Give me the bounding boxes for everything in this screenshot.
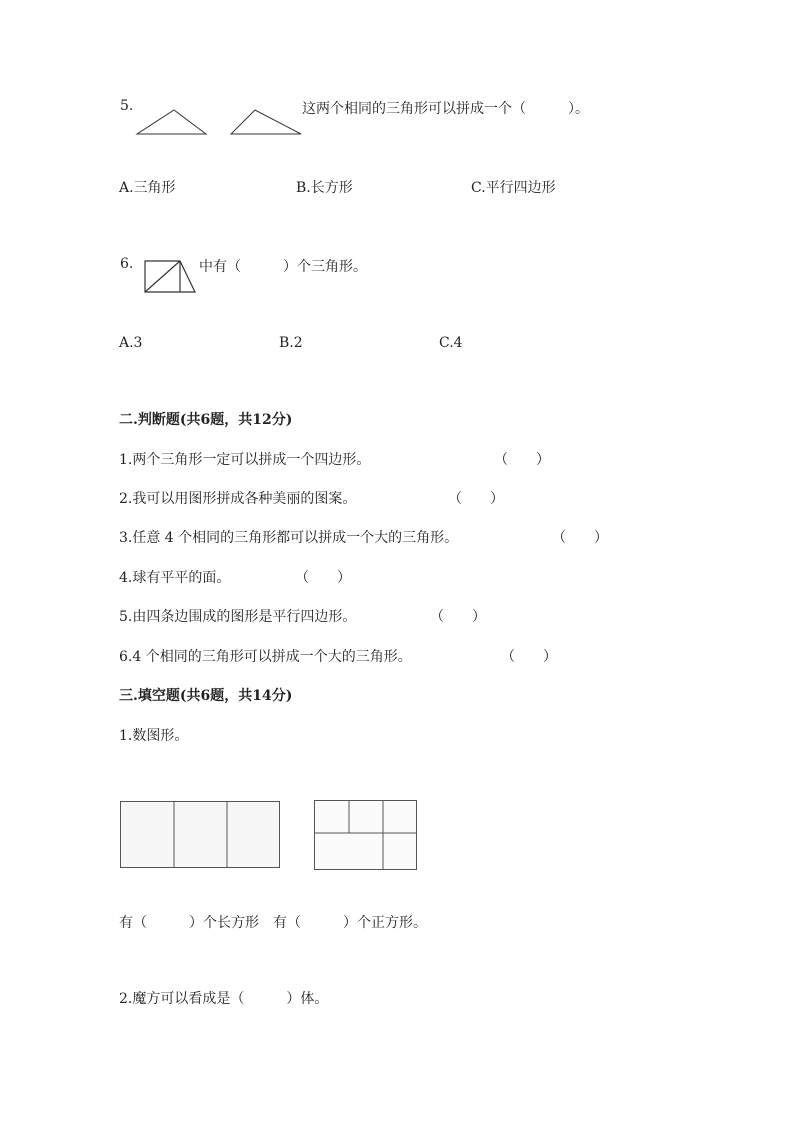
section3-heading: 三.填空题(共6题，共14分) [119, 688, 293, 704]
q6-option-c[interactable]: C.4 [439, 335, 463, 351]
judge-item-1: 1.两个三角形一定可以拼成一个四边形。 [119, 452, 371, 468]
judge-answer-5[interactable]: （ ） [430, 609, 486, 625]
judge-answer-2[interactable]: （ ） [448, 491, 504, 507]
triangle-left [137, 110, 206, 134]
judge-item-5: 5.由四条边围成的图形是平行四边形。 [119, 609, 357, 625]
judge-item-3: 3.任意 4 个相同的三角形都可以拼成一个大的三角形。 [119, 530, 459, 546]
rectangle-grid-figure [120, 800, 282, 872]
q6-option-b[interactable]: B.2 [279, 335, 303, 351]
q6-shape-figure [140, 256, 200, 296]
judge-item-6: 6.4 个相同的三角形可以拼成一个大的三角形。 [119, 649, 412, 665]
fill-q2-text[interactable]: 2.魔方可以看成是（ ）体。 [119, 991, 329, 1007]
q6-number: 6. [120, 256, 134, 272]
judge-answer-1[interactable]: （ ） [494, 452, 550, 468]
judge-item-2: 2.我可以用图形拼成各种美丽的图案。 [119, 491, 357, 507]
q5-option-c[interactable]: C.平行四边形 [471, 180, 556, 196]
q6-option-a[interactable]: A.3 [119, 335, 143, 351]
q5-option-a[interactable]: A.三角形 [119, 180, 176, 196]
q6-question-text: 中有（ ）个三角形。 [199, 259, 367, 275]
fill-q1-answer-line[interactable]: 有（ ）个长方形 有（ ）个正方形。 [119, 915, 427, 931]
section2-heading: 二.判断题(共6题，共12分) [119, 412, 293, 428]
q5-triangles-figure [130, 105, 310, 140]
judge-answer-4[interactable]: （ ） [295, 570, 351, 586]
q6-outline [145, 261, 195, 292]
grid-b-outer [315, 801, 417, 870]
triangle-right [231, 110, 301, 134]
q5-question-text: 这两个相同的三角形可以拼成一个（ ）。 [302, 101, 589, 117]
q6-diagonal [145, 261, 180, 292]
judge-item-4: 4.球有平平的面。 [119, 570, 231, 586]
square-grid-figure [313, 800, 419, 872]
fill-q1-text: 1.数图形。 [119, 728, 189, 744]
judge-answer-6[interactable]: （ ） [501, 649, 557, 665]
judge-answer-3[interactable]: （ ） [552, 530, 608, 546]
q5-option-b[interactable]: B.长方形 [296, 180, 353, 196]
q5-number: 5. [120, 98, 134, 114]
grid-a-outer [121, 802, 280, 868]
